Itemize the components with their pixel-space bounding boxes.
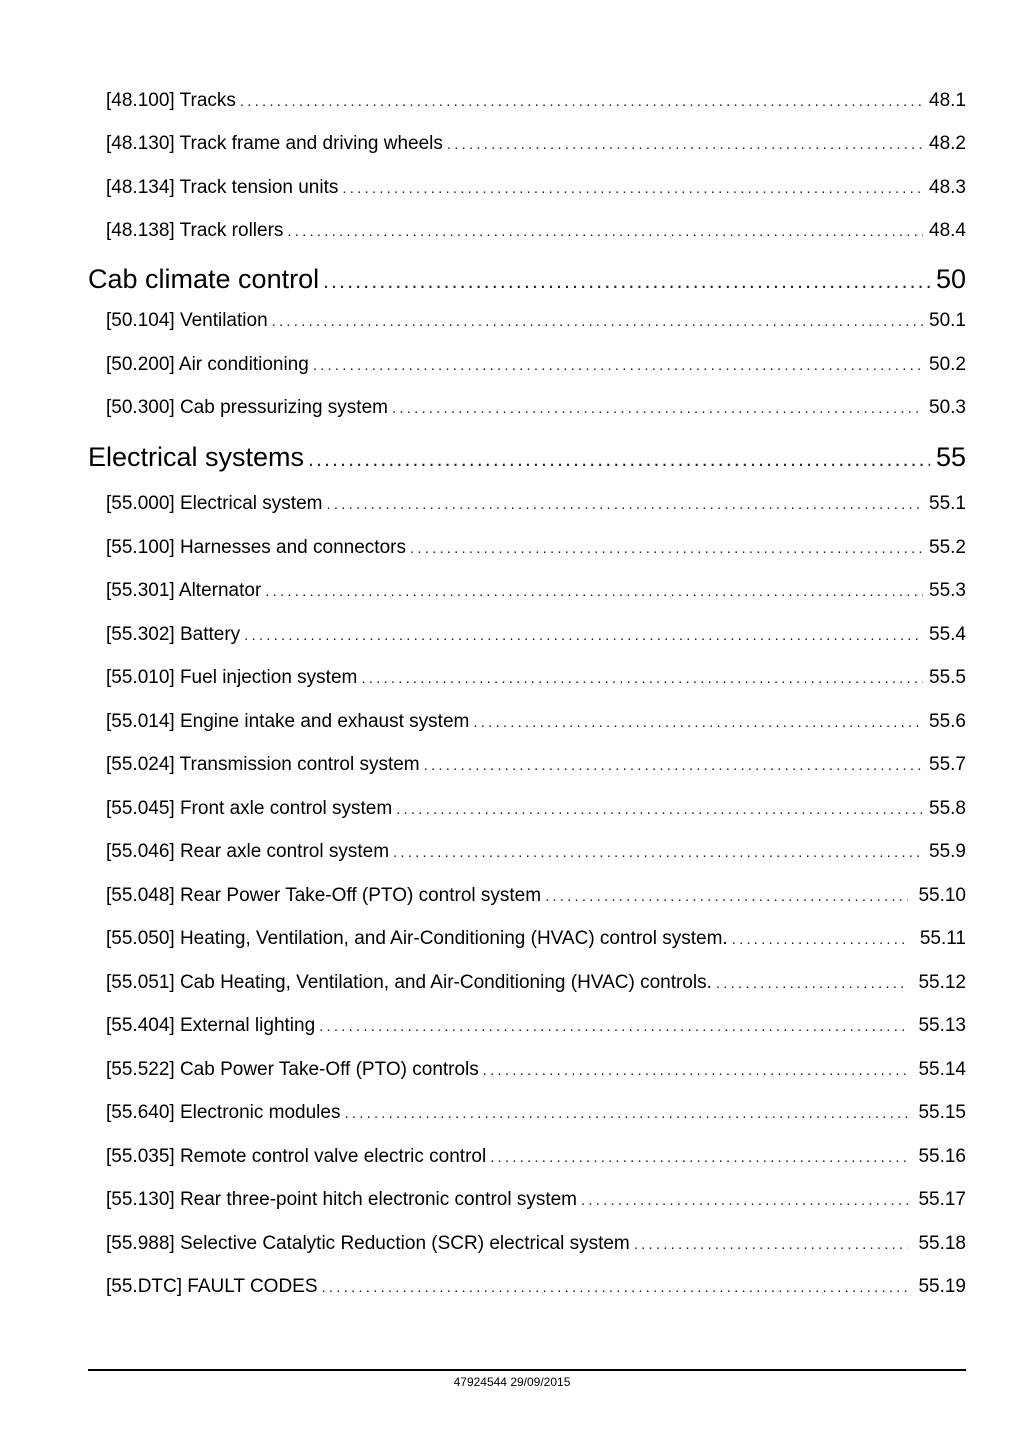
dot-leader — [634, 1233, 908, 1256]
toc-entry[interactable] — [106, 176, 966, 200]
toc-entry-label: [55.014] Engine intake and exhaust system — [106, 711, 470, 732]
toc-section-page: 55 — [935, 442, 966, 472]
footer-document-id: 47924544 29/09/2015 — [453, 1375, 571, 1389]
toc-section-heading[interactable] — [88, 262, 966, 296]
toc-entry-label: [55.000] Electrical system — [106, 493, 323, 514]
toc-entry-label: [55.051] Cab Heating, Ventilation, and Air-Conditioning (HVAC) controls. — [106, 972, 712, 993]
dot-leader — [326, 493, 923, 516]
toc-entry-page: 50.3 — [929, 397, 966, 418]
toc-entry-label: [55.035] Remote control valve electric control — [106, 1146, 487, 1167]
toc-entry[interactable] — [106, 666, 966, 690]
toc-entry[interactable] — [106, 219, 966, 243]
toc-entry[interactable] — [106, 132, 966, 156]
dot-leader — [396, 798, 923, 821]
toc-entry[interactable] — [106, 1014, 966, 1038]
toc-entry[interactable] — [106, 89, 966, 113]
toc-entry[interactable] — [106, 971, 966, 995]
toc-entry[interactable] — [106, 1101, 966, 1125]
toc-entry-label: [55.404] External lighting — [106, 1015, 316, 1036]
toc-entry[interactable] — [106, 884, 966, 908]
toc-entry-label: [55.640] Electronic modules — [106, 1102, 341, 1123]
dot-leader — [393, 841, 923, 864]
toc-entry-label: [55.130] Rear three-point hitch electronic control system — [106, 1189, 578, 1210]
toc-section-label: Electrical systems — [88, 442, 305, 472]
dot-leader — [313, 354, 923, 377]
toc-entry-page: 55.12 — [918, 972, 966, 993]
toc-entry[interactable] — [106, 753, 966, 777]
dot-leader — [322, 1276, 908, 1299]
toc-entry-page: 48.1 — [929, 90, 966, 111]
dot-leader — [732, 928, 908, 951]
toc-entry-page: 55.19 — [918, 1276, 966, 1297]
toc-entry-page: 55.8 — [929, 798, 966, 819]
dot-leader — [323, 265, 930, 296]
toc-entry-label: [48.100] Tracks — [106, 90, 236, 111]
toc-entry-label: [48.138] Track rollers — [106, 220, 284, 241]
toc-entry-page: 55.14 — [918, 1059, 966, 1080]
toc-entry-label: [55.010] Fuel injection system — [106, 667, 358, 688]
toc-section-heading[interactable] — [88, 440, 966, 474]
dot-leader — [319, 1015, 908, 1038]
dot-leader — [424, 754, 923, 777]
toc-entry-label: [55.301] Alternator — [106, 580, 262, 601]
toc-entry-page: 55.4 — [929, 624, 966, 645]
toc-entry[interactable] — [106, 309, 966, 333]
toc-entry-page: 55.17 — [918, 1189, 966, 1210]
toc-entry-label: [50.104] Ventilation — [106, 310, 268, 331]
dot-leader — [342, 177, 923, 200]
dot-leader — [483, 1059, 908, 1082]
toc-entry-label: [55.046] Rear axle control system — [106, 841, 390, 862]
toc-entry-page: 55.1 — [929, 493, 966, 514]
toc-entry[interactable] — [106, 1058, 966, 1082]
toc-entry-label: [50.300] Cab pressurizing system — [106, 397, 388, 418]
toc-entry-label: [55.988] Selective Catalytic Reduction (SCR) electrical system — [106, 1233, 630, 1254]
toc-entry-label: [55.100] Harnesses and connectors — [106, 537, 406, 558]
dot-leader — [473, 711, 923, 734]
toc-entry[interactable] — [106, 1145, 966, 1169]
toc-entry[interactable] — [106, 353, 966, 377]
toc-entry-page: 55.6 — [929, 711, 966, 732]
toc-entry[interactable] — [106, 536, 966, 560]
toc-entry-page: 55.11 — [919, 928, 966, 949]
toc-section-label: Cab climate control — [88, 264, 320, 294]
toc-entry[interactable] — [106, 840, 966, 864]
toc-entry-page: 55.18 — [918, 1233, 966, 1254]
toc-entry-label: [55.DTC] FAULT CODES — [106, 1276, 318, 1297]
dot-leader — [447, 133, 923, 156]
toc-entry[interactable] — [106, 492, 966, 516]
dot-leader — [287, 220, 923, 243]
dot-leader — [344, 1102, 908, 1125]
toc-section-page: 50 — [935, 264, 966, 294]
toc-entry-label: [55.024] Transmission control system — [106, 754, 420, 775]
toc-entry[interactable] — [106, 579, 966, 603]
toc-entry-page: 55.16 — [918, 1146, 966, 1167]
toc-entry[interactable] — [106, 710, 966, 734]
toc-entry-label: [55.522] Cab Power Take-Off (PTO) controls — [106, 1059, 479, 1080]
toc-entry-page: 55.9 — [929, 841, 966, 862]
dot-leader — [392, 397, 923, 420]
toc-entry-label: [48.134] Track tension units — [106, 177, 339, 198]
dot-leader — [244, 624, 923, 647]
toc-entry-label: [50.200] Air conditioning — [106, 354, 309, 375]
toc-entry-page: 55.2 — [929, 537, 966, 558]
toc-entry[interactable] — [106, 1275, 966, 1299]
toc-entry[interactable] — [106, 1232, 966, 1256]
toc-entry-page: 48.3 — [929, 177, 966, 198]
toc-entry[interactable] — [106, 1188, 966, 1212]
toc-entry-label: [55.050] Heating, Ventilation, and Air-Conditioning (HVAC) control system. — [106, 928, 728, 949]
toc-entry-page: 48.4 — [929, 220, 966, 241]
dot-leader — [545, 885, 908, 908]
dot-leader — [716, 972, 908, 995]
toc-entry-page: 50.1 — [929, 310, 966, 331]
toc-entry-page: 55.15 — [918, 1102, 966, 1123]
dot-leader — [272, 310, 923, 333]
toc-entry-page: 55.5 — [929, 667, 966, 688]
toc-entry[interactable] — [106, 623, 966, 647]
dot-leader — [490, 1146, 908, 1169]
toc-entry-label: [55.045] Front axle control system — [106, 798, 393, 819]
dot-leader — [240, 90, 923, 113]
toc-entry-page: 55.3 — [929, 580, 966, 601]
dot-leader — [308, 443, 930, 474]
toc-entry-page: 55.7 — [929, 754, 966, 775]
dot-leader — [361, 667, 923, 690]
footer-divider — [88, 1369, 966, 1371]
toc-entry-page: 55.10 — [918, 885, 966, 906]
toc-entry-label: [55.302] Battery — [106, 624, 241, 645]
toc-entry-page: 48.2 — [929, 133, 966, 154]
toc-entry[interactable] — [106, 927, 966, 951]
toc-entry[interactable] — [106, 797, 966, 821]
dot-leader — [265, 580, 923, 603]
dot-leader — [410, 537, 923, 560]
toc-entry[interactable] — [106, 396, 966, 420]
toc-entry-label: [48.130] Track frame and driving wheels — [106, 133, 443, 154]
toc-entry-page: 50.2 — [929, 354, 966, 375]
dot-leader — [581, 1189, 908, 1212]
toc-entry-page: 55.13 — [918, 1015, 966, 1036]
toc-entry-label: [55.048] Rear Power Take-Off (PTO) control system — [106, 885, 542, 906]
